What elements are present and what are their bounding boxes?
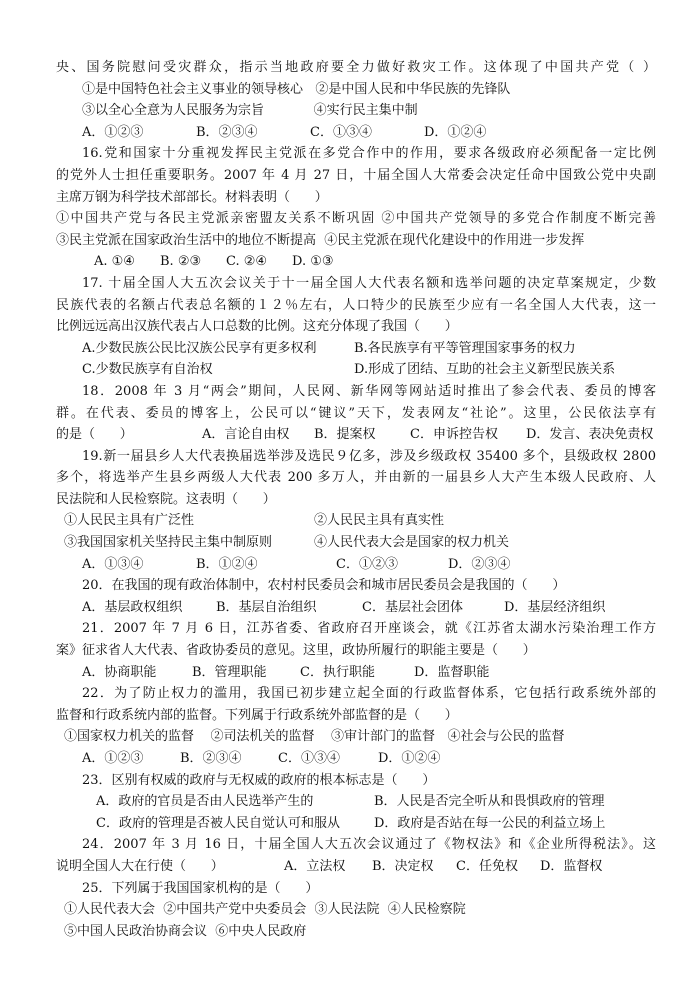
- option-text: B.各民族享有平等管理国家事务的权力: [354, 340, 576, 356]
- text-line: [56, 662, 656, 684]
- line-text: ①中国共产党与各民主党派亲密盟友关系不断巩固 ②中国共产党领导的多党合作制度不断完善: [56, 211, 656, 227]
- text-line: [56, 467, 656, 489]
- option-text: C．①③④: [278, 751, 340, 766]
- text-line: [56, 122, 656, 144]
- text-line: [56, 338, 656, 360]
- text-line: [56, 381, 656, 403]
- option-text: D．监督权: [540, 858, 603, 874]
- text-line: [56, 683, 656, 705]
- text-line: [56, 230, 656, 252]
- line-text: 央、国务院慰问受灾群众，指示当地政府要全力做好救灾工作。这体现了中国共产党（ ）: [56, 60, 656, 75]
- option-text: A．①②③: [82, 751, 144, 766]
- line-text: 民族代表的名额占代表总名额的１２％左右，人口特少的民族至少应有一名全国人大代表，这一: [56, 297, 656, 313]
- exam-page: [56, 57, 656, 942]
- text-line: [56, 208, 656, 230]
- option-text: B．基层自治组织: [216, 599, 317, 615]
- line-text: ①国家权力机关的监督 ②司法机关的监督 ③审计部门的监督 ④社会与公民的监督: [64, 729, 565, 745]
- option-text: ①人民民主具有广泛性: [64, 513, 195, 529]
- line-text: 24．2007 年 3 月 16 日，十届全国人大五次会议通过了《物权法》和《企业所得税法》。这: [82, 837, 656, 853]
- text-line: [56, 79, 656, 101]
- option-text: ②人民民主具有真实性: [314, 513, 445, 529]
- text-line: [56, 748, 656, 770]
- option-text: A．协商职能: [82, 664, 157, 680]
- option-text: C．基层社会团体: [362, 599, 463, 615]
- line-text: 20．在我国的现有政治体制中，农村村民委员会和城市居民委员会是我国的（ ）: [82, 578, 566, 594]
- text-line: [56, 446, 656, 468]
- option-text: A．①③④: [82, 556, 144, 572]
- text-line: [56, 403, 656, 425]
- text-line: [56, 424, 656, 446]
- option-text: B．②③④: [180, 751, 242, 766]
- text-line: [56, 532, 656, 554]
- line-text: 案》征求省人大代表、省政协委员的意见。这里，政协所履行的职能主要是（ ）: [56, 643, 536, 659]
- text-line: [56, 165, 656, 187]
- option-text: C．执行职能: [300, 664, 375, 680]
- option-text: B．管理职能: [192, 664, 267, 680]
- text-line: [56, 57, 656, 79]
- text-line: [56, 878, 656, 900]
- line-text: 监督和行政系统内部的监督。下列属于行政系统外部监督的是（ ）: [56, 707, 458, 723]
- line-text: 21．2007 年 7 月 6 日，江苏省委、省政府召开座谈会，就《江苏省太湖水污染治理工作方: [82, 621, 656, 637]
- text-line: [56, 899, 656, 921]
- option-text: D．政府是否站在每一公民的利益立场上: [374, 815, 606, 831]
- line-text: 23．区别有权威的政府与无权威的政府的根本标志是（ ）: [82, 772, 436, 788]
- text-line: [56, 921, 656, 943]
- line-text: 25．下列属于我国国家机构的是（ ）: [82, 880, 319, 896]
- line-text: 比例远远高出汉族代表占人口总数的比例。这充分体现了我国（ ）: [56, 319, 458, 335]
- text-line: [56, 834, 656, 856]
- option-text: 的是（ ）: [56, 427, 133, 443]
- text-line: [56, 316, 656, 338]
- line-text: 16.党和国家十分重视发挥民主党派在多党合作中的作用，要求各级政府必须配备一定比例: [82, 146, 656, 162]
- text-line: [56, 489, 656, 511]
- text-line: [56, 726, 656, 748]
- option-text: C. ②④: [226, 254, 268, 270]
- text-line: [56, 770, 656, 792]
- option-text: A．基层政权组织: [82, 599, 183, 615]
- option-text: A．言论自由权: [202, 427, 290, 443]
- text-line: [56, 640, 656, 662]
- text-line: [56, 575, 656, 597]
- text-line: [56, 295, 656, 317]
- option-text: C．申诉控告权: [410, 427, 498, 443]
- option-text: D. ①③: [292, 254, 334, 270]
- option-text: C．①②③: [336, 556, 398, 572]
- option-text: C．①③④: [310, 124, 372, 140]
- option-text: B．提案权: [314, 427, 376, 443]
- line-text: ①是中国特色社会主义事业的领导核心 ②是中国人民和中华民族的先锋队: [82, 81, 511, 97]
- line-text: ⑤中国人民政治协商会议 ⑥中央人民政府: [64, 923, 307, 939]
- text-line: [56, 791, 656, 813]
- line-text: 17. 十届全国人大五次会议关于十一届全国人大代表名额和选举问题的决定草案规定，少数: [82, 275, 656, 291]
- line-text: 民法院和人民检察院。这表明（ ）: [56, 491, 276, 507]
- option-text: D.形成了团结、互助的社会主义新型民族关系: [354, 362, 616, 378]
- option-text: A.少数民族公民比汉族公民享有更多权利: [82, 340, 317, 356]
- option-text: ④人民代表大会是国家的权力机关: [314, 535, 510, 551]
- option-text: C．政府的管理是否被人民自觉认可和服从: [96, 815, 340, 831]
- option-text: B．决定权: [372, 858, 434, 874]
- option-text: A．①②③: [82, 124, 144, 140]
- text-line: [56, 510, 656, 532]
- option-text: B．②③④: [196, 124, 258, 140]
- text-line: [56, 100, 656, 122]
- option-text: B. ②③: [160, 254, 202, 270]
- line-text: 的党外人士担任重要职务。2007 年 4 月 27 日，十届全国人大常委会决定任命中国致公党中央副: [56, 167, 656, 183]
- option-text: D．①②④: [378, 751, 441, 766]
- option-text: 说明全国人大在行使（ ）: [56, 858, 224, 874]
- line-text: 主席万钢为科学技术部部长。材料表明（ ）: [56, 189, 328, 205]
- text-line: [56, 143, 656, 165]
- line-text: ①人民代表大会 ②中国共产党中央委员会 ③人民法院 ④人民检察院: [64, 902, 466, 918]
- option-text: C.少数民族享有自治权: [82, 362, 213, 378]
- option-text: B．人民是否完全听从和畏惧政府的管理: [374, 794, 605, 810]
- text-line: [56, 705, 656, 727]
- text-line: [56, 359, 656, 381]
- text-line: [56, 187, 656, 209]
- line-text: 19.新一届县乡人大代表换届选举涉及选民９亿多，涉及乡级政权 35400 多个，县级政权 2800: [82, 448, 656, 464]
- option-text: D．①②④: [424, 124, 487, 140]
- option-text: A. ①④: [94, 254, 135, 270]
- option-text: D．基层经济组织: [504, 599, 606, 615]
- text-line: [56, 856, 656, 878]
- option-text: C．任免权: [456, 858, 518, 874]
- line-text: ③以全心全意为人民服务为宗旨 ④实行民主集中制: [82, 103, 418, 119]
- line-text: 22．为了防止权力的滥用，我国已初步建立起全面的行政监督体系，它包括行政系统外部的: [82, 686, 656, 702]
- text-line: [56, 597, 656, 619]
- text-line: [56, 813, 656, 835]
- option-text: A．政府的官员是否由人民选举产生的: [96, 794, 314, 810]
- option-text: ③我国国家机关坚持民主集中制原则: [64, 535, 273, 551]
- line-text: 18．2008 年 3 月“两会”期间，人民网、新华网等网站适时推出了参会代表、委员的博客: [82, 383, 656, 399]
- option-text: A．立法权: [284, 858, 346, 874]
- text-line: [56, 251, 656, 273]
- line-text: 多个，将选举产生县乡两级人大代表 200 多万人，并由新的一届县乡人大产生本级人民政府、人: [56, 470, 656, 486]
- text-line: [56, 554, 656, 576]
- line-text: ③民主党派在国家政治生活中的地位不断提高 ④民主党派在现代化建设中的作用进一步发挥: [56, 232, 585, 248]
- line-text: 群。在代表、委员的博客上，公民可以“键议”天下，发表网友“社论”。这里，公民依法享有: [56, 405, 656, 421]
- text-line: [56, 273, 656, 295]
- option-text: D．②③④: [448, 556, 511, 572]
- option-text: D．监督职能: [414, 664, 490, 680]
- text-line: [56, 618, 656, 640]
- option-text: D．发言、表决免责权: [526, 427, 654, 443]
- option-text: B．①②④: [196, 556, 258, 572]
